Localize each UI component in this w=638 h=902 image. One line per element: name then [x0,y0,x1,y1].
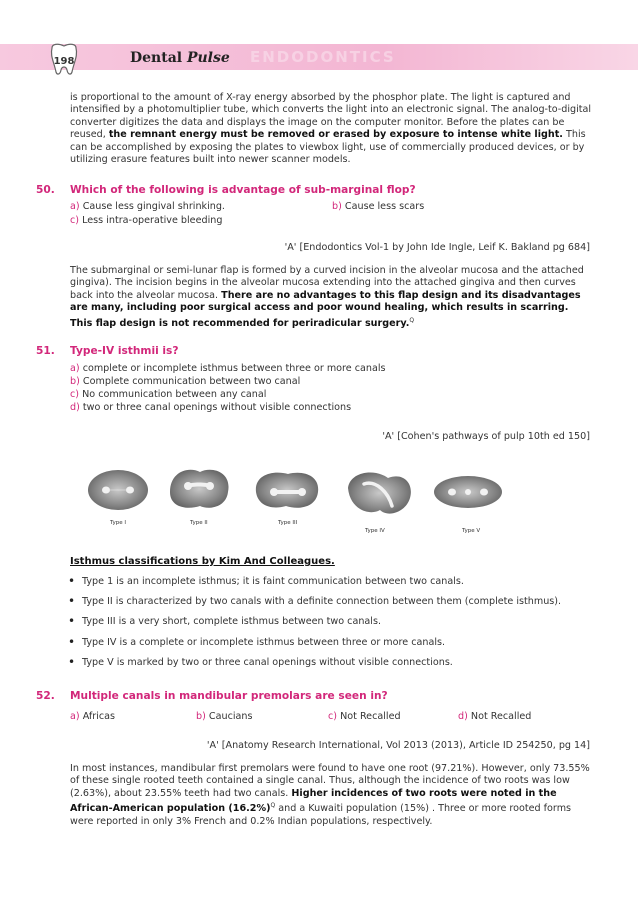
brand-bold: Dental [130,50,187,66]
isthmus-figure-svg [88,466,548,546]
option-text: Africas [82,711,116,722]
expl-tail: and a Kuwaiti population (15%) . Three or more rooted forms were reported in only 3% French and 0.2% Indian populations, respectively. [70,803,572,827]
option-text: two or three canal openings without visible connections [82,402,352,413]
figure-label-type-v: Type V [462,528,481,534]
option-letter: b) [70,376,80,387]
isthmus-figure [88,466,548,546]
figure-label-type-iii: Type III [278,520,298,526]
bullet-item: • Type II is characterized by two canals with a definite connection between them (complete isthmus). [66,596,606,608]
question-number: 52. [36,690,55,702]
option-text: Caucians [208,711,253,722]
q51-option-c [70,389,266,400]
question-text: Which of the following is advantage of sub-marginal flop? [70,184,416,196]
option-letter: d) [70,402,80,413]
option-text: Cause less gingival shrinking. [82,201,225,212]
option-text: Less intra-operative bleeding [82,215,223,226]
option-text: Complete communication between two canal [82,376,301,387]
page-number: 198 [53,56,75,67]
option-text: Not Recalled [340,711,401,722]
option-text: Not Recalled [470,711,532,722]
q52-option-c [328,711,401,722]
figure-label-type-iv: Type IV [365,528,385,534]
intro-bold: the remnant energy must be removed or erased by exposure to intense white light. [108,129,563,141]
figure-label-type-ii: Type II [190,520,208,526]
expl-sup: Q [409,316,415,324]
bullet-item: • Type III is a very short, complete isthmus between two canals. [66,616,606,628]
q50-reference: 'A' [Endodontics Vol-1 by John Ide Ingle, Leif K. Bakland pg 684] [284,242,590,253]
q51-option-a [70,363,386,374]
intro-paragraph [70,92,594,166]
isthmus-heading: Isthmus classifications by Kim And Colleagues. [70,556,335,567]
option-letter: a) [70,711,80,722]
option-text: Cause less scars [344,201,425,212]
option-letter: a) [70,201,80,212]
intro-text: is proportional to the amount of X-ray energy absorbed by the phosphor plate. The light is captured and intensified by a photomultiplier tube, which converts the light into an electronic signal. The analog-to-digital converter digitizes the data and displays the image on the computer monitor. Before the plates can be reused, [70,92,592,141]
q50-option-b [332,201,424,212]
expl-text: In most instances, mandibular first premolars were found to have one root (97.21%). However, only 73.55% of these single rooted teeth contained a single canal. Thus, although the incidence of two roots was low (2.63%), about 23.55% teeth had two canals. [70,763,590,799]
figure-label-type-i: Type I [110,520,127,526]
bullet-item: • Type IV is a complete or incomplete isthmus between three or more canals. [66,637,606,649]
option-letter: d) [458,711,468,722]
tooth-icon [46,42,82,76]
header-ghost-text: ENDODONTICS [250,48,396,66]
question-number: 50. [36,184,55,196]
brand-title [130,50,230,66]
q51-reference: 'A' [Cohen's pathways of pulp 10th ed 150] [382,431,590,442]
q52-option-b [196,711,252,722]
option-letter: b) [332,201,342,212]
type-iii-root [256,473,318,508]
q50-option-c [70,215,222,226]
type-ii-root [170,470,229,508]
q52-explanation [70,763,594,828]
option-letter: c) [70,389,80,400]
option-letter: b) [196,711,206,722]
option-letter: c) [70,215,80,226]
isthmus-bullet-list [66,576,606,677]
option-letter: c) [328,711,338,722]
q50-explanation [70,265,594,330]
option-text: No communication between any canal [82,389,267,400]
question-text: Multiple canals in mandibular premolars are seen in? [70,690,388,702]
intro-tail: This can be accomplished by exposing the plates to viewbox light, use of commercially produced devices, or by utilizing erasure features built into newer scanner models. [70,129,586,166]
expl-bold: There are no advantages to this flap design and its disadvantages are many, including poor surgical access and poor wound healing, which results in scarring. This flap design is not recommended for periradicular surgery. [70,289,581,329]
q52-reference: 'A' [Anatomy Research International, Vol 2013 (2013), Article ID 254250, pg 14] [206,740,590,751]
bullet-item: • Type 1 is an incomplete isthmus; it is faint communication between two canals. [66,576,606,588]
type-iv-root [348,473,411,514]
expl-sup: Q [270,802,276,810]
q50-option-a [70,201,225,212]
question-text: Type-IV isthmii is? [70,345,179,357]
expl-text: The submarginal or semi-lunar flap is formed by a curved incision in the alveolar mucosa and the attached gingiva). The incision begins in the alveolar mucosa extending into the attached gingiva and then curves back into the alveolar mucosa. [70,265,584,301]
bullet-item: • Type V is marked by two or three canal openings without visible connections. [66,657,606,669]
expl-bold: Higher incidences of two roots were noted in the African-American population (16.2%) [70,787,557,815]
q52-option-a [70,711,115,722]
type-i-root [88,470,148,510]
q52-option-d [458,711,531,722]
option-text: complete or incomplete isthmus between three or more canals [82,363,386,374]
question-number: 51. [36,345,55,357]
q51-option-d [70,402,351,413]
option-letter: a) [70,363,80,374]
header-band [0,44,638,70]
brand-script: Pulse [186,50,230,66]
type-v-root [434,476,502,508]
q51-option-b [70,376,300,387]
